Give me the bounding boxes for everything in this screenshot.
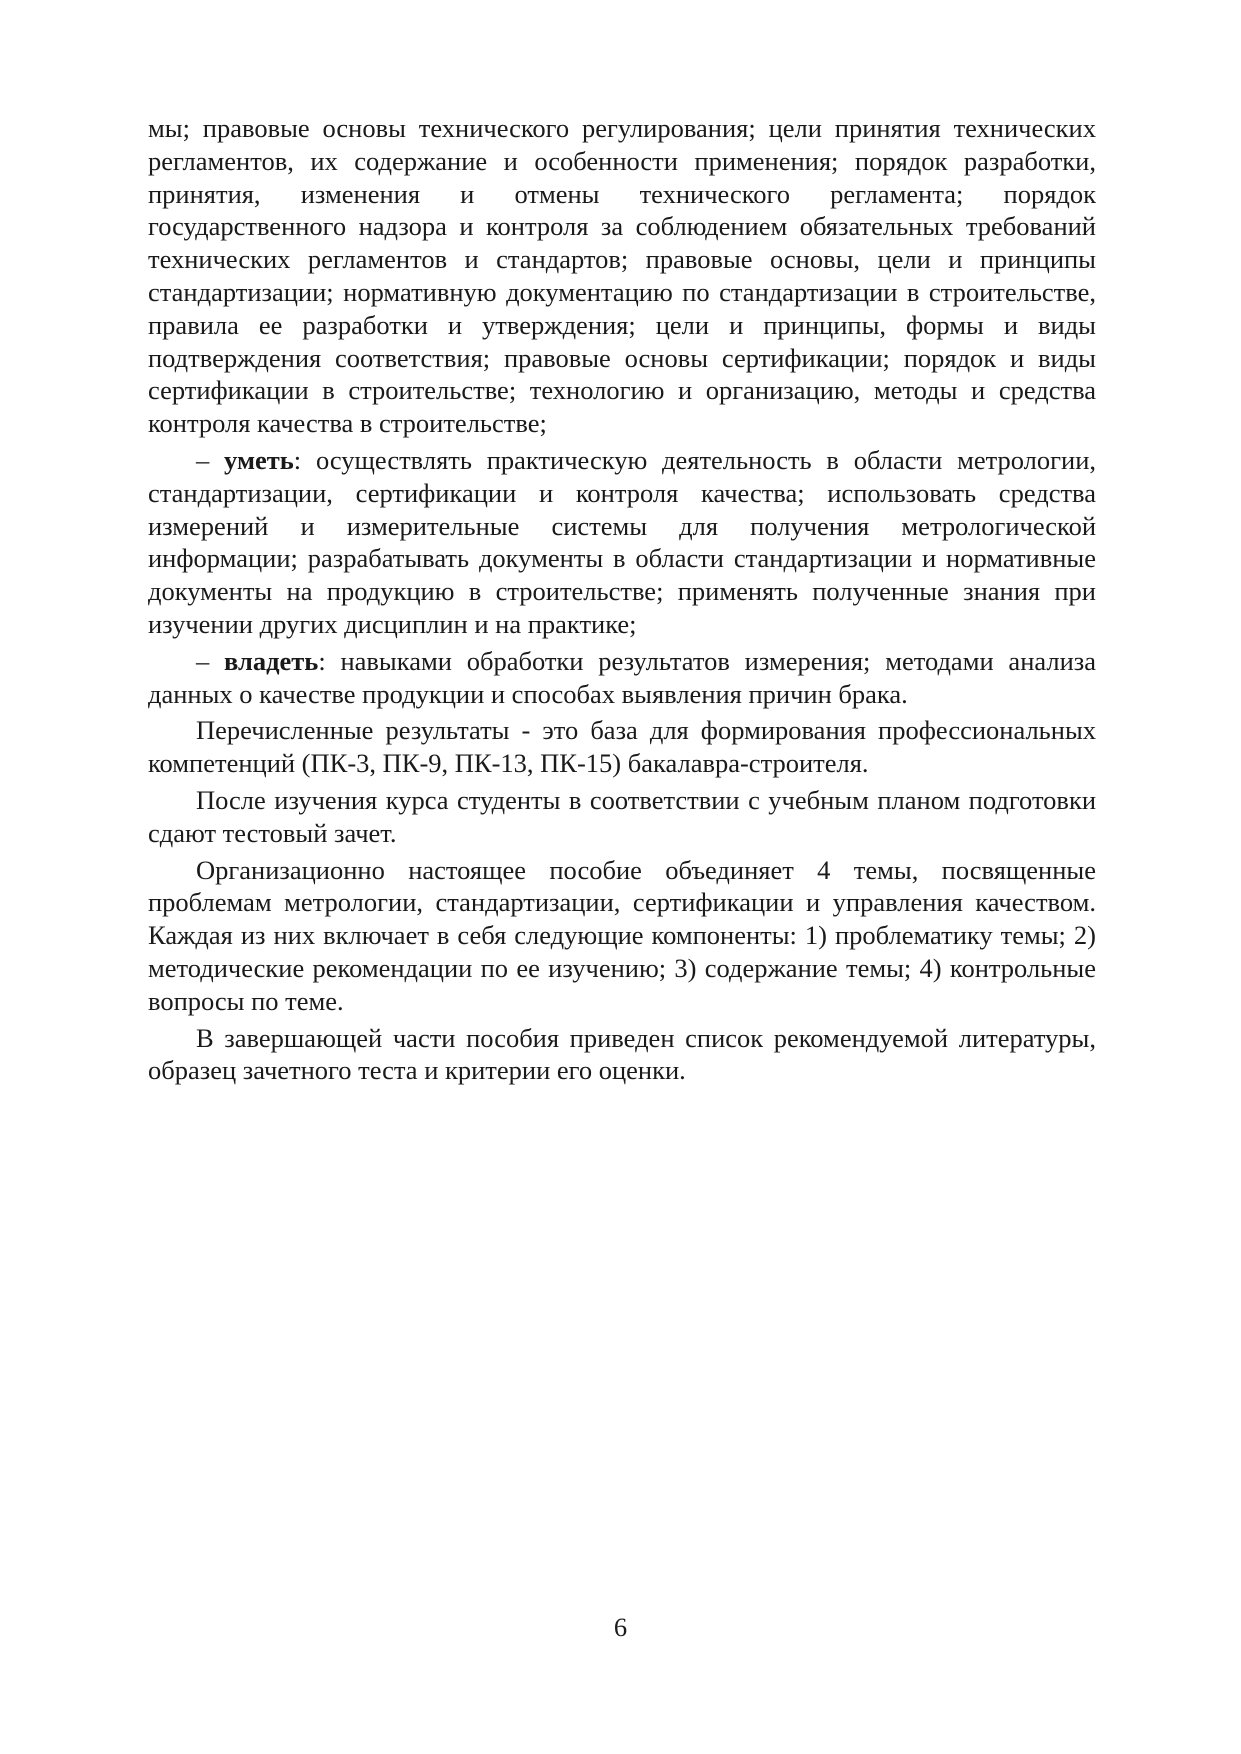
list-dash: – [196, 645, 225, 676]
paragraph-final-part [148, 1022, 1096, 1088]
page-number: 6 [613, 1612, 628, 1642]
paragraph-skills [148, 444, 1096, 641]
paragraph-text: После изучения курса студенты в соответствии с учебным планом подготовки сдают тестовый зачет. [148, 784, 1096, 848]
term-vladet: владеть [224, 645, 319, 676]
paragraph-text: Перечисленные результаты - это база для формирования профессиональных компетенций (ПК-3, ПК-9, ПК-13, ПК-15) бакалавра-строителя. [148, 715, 1096, 779]
paragraph-text: мы; правовые основы технического регулирования; цели принятия технических регламентов, их содержание и особенности применения; порядок разработки, принятия, изменения и отмены технического регламента; порядок государственного надзора и контроля за соблюдением обязательных требований технических регламентов и стандартов; правовые основы, цели и принципы стандартизации; нормативную документацию по стандартизации в строительстве, правила ее разработки и утверждения; цели и принципы, формы и виды подтверждения соответствия; правовые основы сертификации; порядок и виды сертификации в строительстве; технологию и организацию, методы и средства контроля качества в строительстве; [148, 113, 1096, 439]
paragraph-competencies [148, 714, 1096, 780]
paragraph-text: : навыками обработки результатов измерения; методами анализа данных о качестве продукции и способах выявления причин брака. [148, 645, 1097, 709]
paragraph-text: Организационно настоящее пособие объединяет 4 темы, посвященные проблемам метрологии, стандартизации, сертификации и управления качеством. Каждая из них включает в себя следующие компоненты: 1) проблематику темы; 2) методические рекомендации по ее изучению; 3) содержание темы; 4) контрольные вопросы по теме. [148, 854, 1096, 1016]
list-dash: – [196, 444, 225, 475]
paragraph-structure [148, 854, 1096, 1018]
paragraph-abilities [148, 645, 1096, 711]
paragraph-knowledge-list [148, 112, 1096, 440]
paragraph-text: В завершающей части пособия приведен список рекомендуемой литературы, образец зачетного теста и критерии его оценки. [148, 1022, 1096, 1086]
paragraph-text: : осуществлять практическую деятельность в области метрологии, стандартизации, сертификации и контроля качества; использовать средства измерений и измерительные системы для получения метрологической информации; разрабатывать документы в области стандартизации и нормативные документы на продукцию в строительстве; применять полученные знания при изучении других дисциплин и на практике; [148, 444, 1097, 639]
page-body [148, 112, 1096, 1087]
paragraph-exam [148, 784, 1096, 850]
term-umet: уметь [224, 444, 294, 475]
